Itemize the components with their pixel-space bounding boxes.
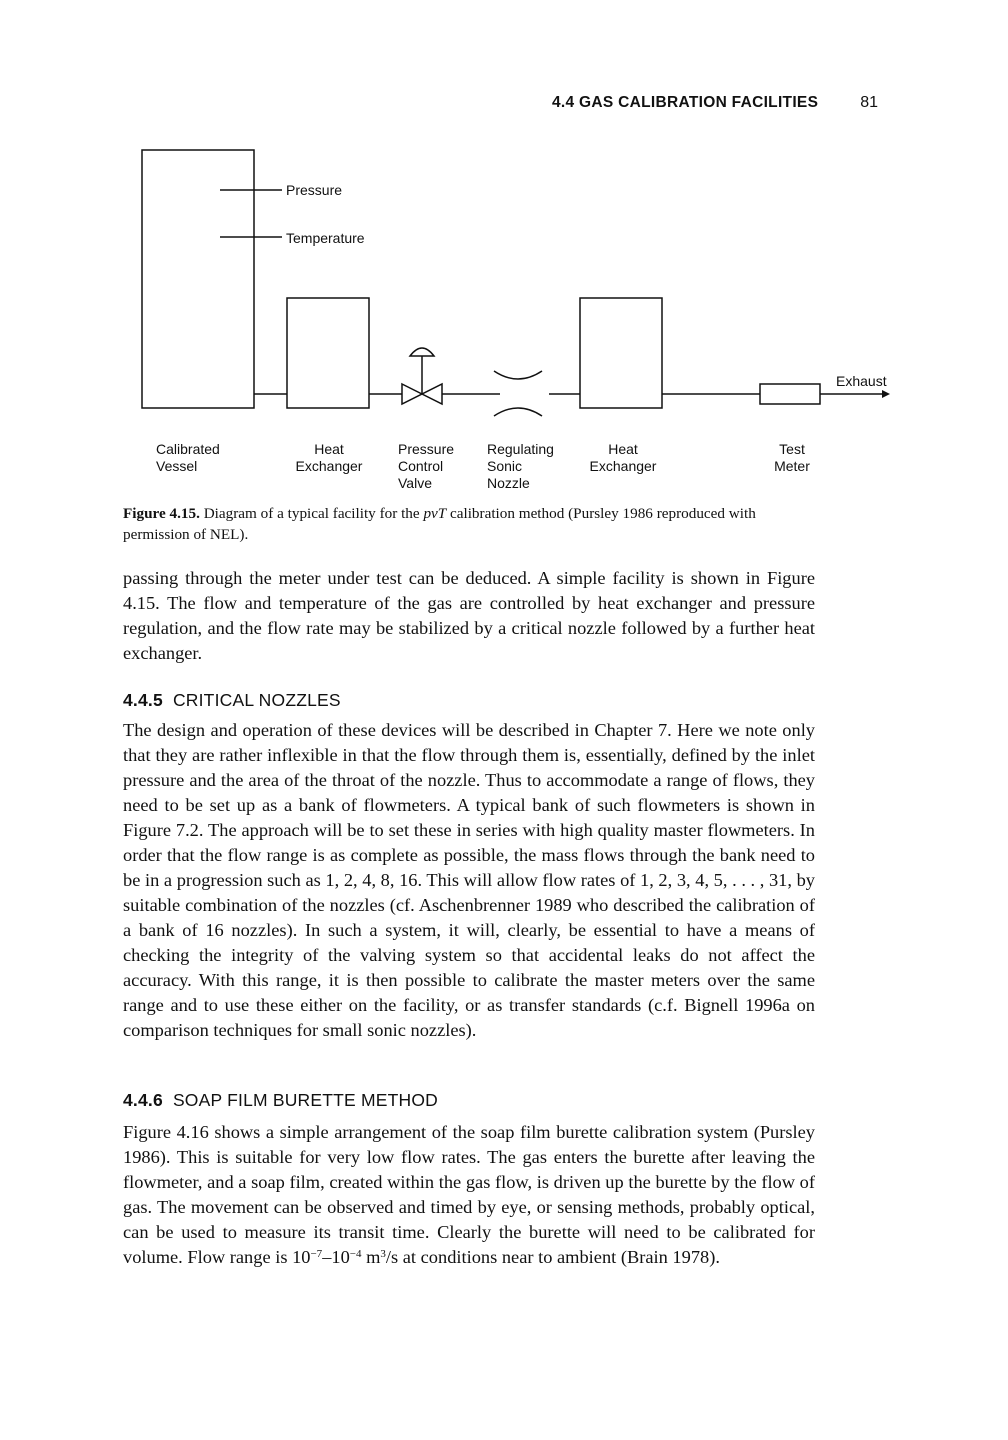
exponent-3: 3 <box>380 1248 386 1260</box>
caption-text <box>123 505 756 543</box>
test-meter-label-line2: Meter <box>774 458 810 474</box>
exponent-2: −4 <box>349 1248 362 1260</box>
paragraph-critical-nozzles: The design and operation of these devices will be described in Chapter 7. Here we note only that they are rather inflexible in that the flow through them is, essentially, defined by the inlet pressure and the area of the throat of the nozzle. Thus to accommodate a range of flows, they need to be set up as a bank of flowmeters. A typical bank of such flowmeters is shown in Figure 7.2. The approach will be to set these in series with high quality master flowmeters. In order that the flow range is as complete as possible, the mass flows through the bank need to be in a progression such as 1, 2, 4, 8, 16. This will allow flow rates of 1, 2, 3, 4, 5, . . . , 31, by suitable combination of the nozzles (cf. Aschenbrenner 1989 who described the calibration of a bank of 16 nozzles). In such a system, it will, clearly, be essential to have a means of checking the integrity of the valving system so that accidental leaks do not affect the accuracy. With this range, it is then possible to calibrate the master meters over the same range and to use these either on the facility, or as transfer standards (c.f. Bignell 1996a on comparison techniques for small sonic nozzles). <box>123 720 815 1040</box>
exponent-1: −7 <box>310 1248 323 1260</box>
caption-text-after: calibration method (Pursley 1986 reproduced with permission of NEL). <box>123 505 756 543</box>
valve-actuator <box>410 348 434 356</box>
pressure-control-valve-label-line2: Control <box>398 458 444 474</box>
temperature-label: Temperature <box>286 230 365 246</box>
heat-exchanger-2-shape <box>580 298 662 408</box>
section-number: 4.4.6 <box>123 1090 163 1110</box>
section-number: 4.4.5 <box>123 690 163 710</box>
section-title: CRITICAL NOZZLES <box>172 690 341 710</box>
paragraph-intro: passing through the meter under test can be deduced. A simple facility is shown in Figure 4.15. The flow and temperature of the gas are controlled by heat exchanger and pressure regulation, and the flow rate may be stabilized by a critical nozzle followed by a further heat exchanger. <box>123 568 815 663</box>
pressure-label: Pressure <box>286 182 343 198</box>
running-head: 4.4 GAS CALIBRATION FACILITIES <box>552 94 819 111</box>
pvt-facility-diagram <box>112 140 902 500</box>
soap-film-text-before: Figure 4.16 shows a simple arrangement of the soap film burette calibration system (Pursley 1986). This is suitable for very low flow rates. The gas enters the burette after leaving the flowmeter, and a soap film, created within the gas flow, is driven up the burette by the flow of gas. The movement can be observed and timed by eye, or sensing methods, probably optical, can be used to measure its transit time. Clearly the burette will need to be calibrated for volume. Flow range is 10 <box>123 1122 815 1267</box>
regulating-sonic-nozzle-label-line2: Sonic <box>487 458 523 474</box>
calibrated-vessel-shape <box>142 150 254 408</box>
section-heading-4-4-6 <box>123 1090 438 1111</box>
sonic-nozzle-lower <box>494 408 542 416</box>
soap-film-text-after: /s at conditions near to ambient (Brain 1978). <box>385 1247 720 1267</box>
caption-label: Figure 4.15. <box>123 505 200 522</box>
sonic-nozzle-upper <box>494 371 542 379</box>
pressure-control-valve-label-line1: Pressure <box>398 441 455 457</box>
heat-exchanger-2-label-line2: Exchanger <box>589 458 657 474</box>
caption-italic-pvt: pvT <box>423 505 447 522</box>
heat-exchanger-1-shape <box>287 298 369 408</box>
calibrated-vessel-label-line1: Calibrated <box>156 441 220 457</box>
pressure-control-valve-label-line3: Valve <box>398 475 432 491</box>
calibrated-vessel-label-line2: Vessel <box>156 458 198 474</box>
regulating-sonic-nozzle-label-line3: Nozzle <box>487 475 530 491</box>
exhaust-label: Exhaust <box>836 373 887 389</box>
heat-exchanger-1-label-line1: Heat <box>314 441 344 457</box>
regulating-sonic-nozzle-label-line1: Regulating <box>487 441 554 457</box>
heat-exchanger-1-label-line2: Exchanger <box>295 458 363 474</box>
figure-4-15 <box>112 140 902 500</box>
paragraph-soap-film <box>123 1120 815 1270</box>
exhaust-arrowhead <box>882 390 890 398</box>
page-number: 81 <box>860 94 878 111</box>
soap-film-text-mid: –10 <box>322 1247 350 1267</box>
section-title: SOAP FILM BURETTE METHOD <box>172 1090 438 1110</box>
caption-text-before: Diagram of a typical facility for the <box>203 505 420 522</box>
soap-film-unit: m <box>361 1247 381 1267</box>
heat-exchanger-2-label-line1: Heat <box>608 441 638 457</box>
test-meter-label-line1: Test <box>779 441 805 457</box>
section-heading-4-4-5 <box>123 690 341 711</box>
figure-caption <box>123 503 823 545</box>
page-header <box>0 94 1008 118</box>
test-meter-shape <box>760 384 820 404</box>
